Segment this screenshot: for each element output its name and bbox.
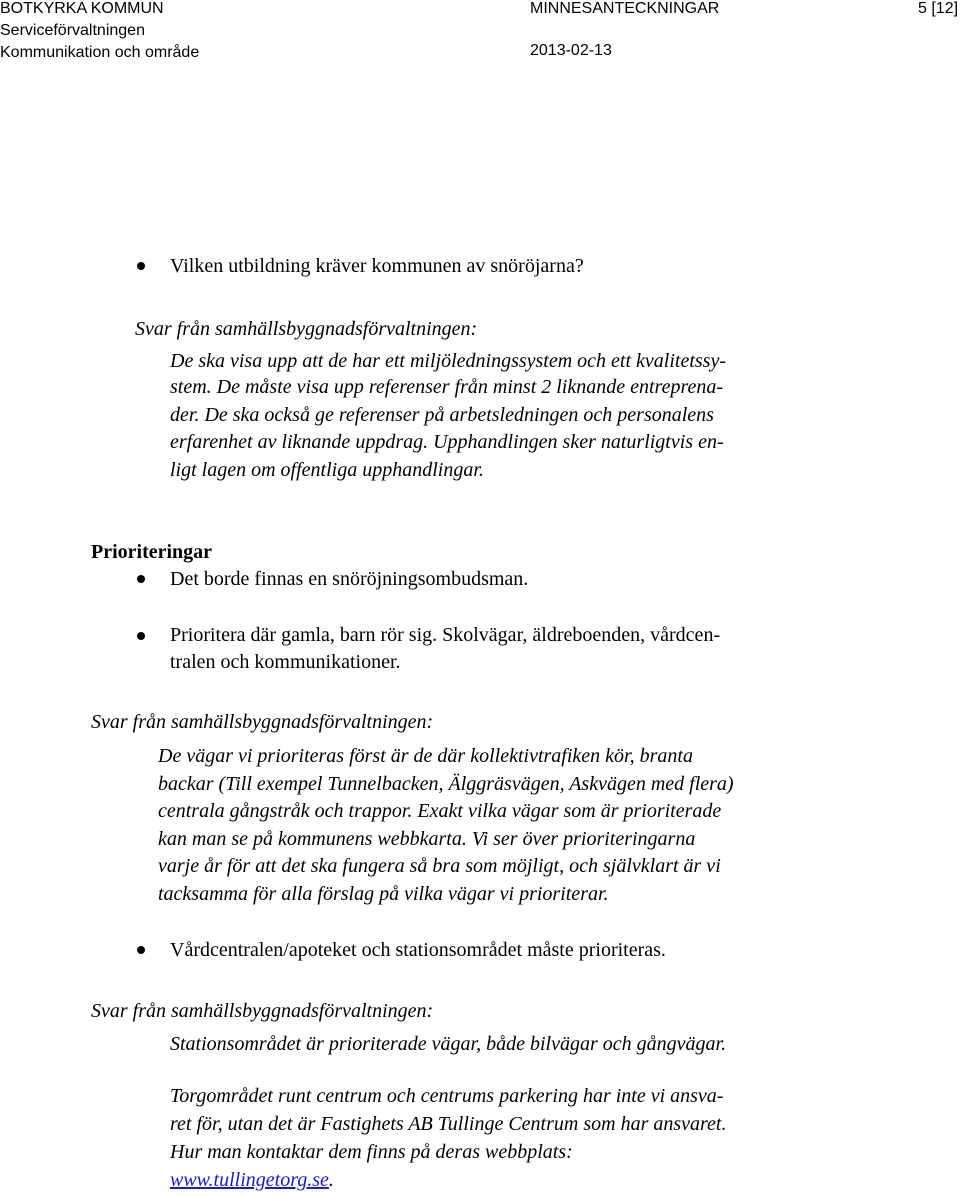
answer-line: De ska visa upp att de har ett miljöledningssystem och ett kvalitetssy- xyxy=(170,350,726,372)
list-item: Det borde finnas en snöröjningsombudsman. xyxy=(170,568,529,590)
answer-line: centrala gångstråk och trappor. Exakt vilka vägar som är prioriterade xyxy=(158,800,722,822)
webbplats-link[interactable]: www.tullingetorg.se xyxy=(170,1169,329,1191)
answer-line: ligt lagen om offentliga upphandlingar. xyxy=(170,459,484,481)
answer-line: ret för, utan det är Fastighets AB Tullinge Centrum som har ansvaret. xyxy=(170,1113,727,1135)
list-item: Prioritera där gamla, barn rör sig. Skolvägar, äldreboenden, vårdcen- xyxy=(170,624,721,646)
answer-line: der. De ska också ge referenser på arbetsledningen och personalens xyxy=(170,404,714,426)
answer-line: kan man se på kommunens webbkarta. Vi ser över prioriteringarna xyxy=(158,828,696,850)
header-dept: Serviceförvaltningen xyxy=(0,22,145,39)
answer-line: backar (Till exempel Tunnelbacken, Älggräsvägen, Askvägen med flera) xyxy=(158,773,734,795)
list-item: tralen och kommunikationer. xyxy=(170,651,401,673)
bullet-icon xyxy=(137,946,145,954)
answer-line: erfarenhet av liknande uppdrag. Upphandlingen sker naturligtvis en- xyxy=(170,431,724,453)
link-suffix: . xyxy=(328,1169,334,1191)
header-date: 2013-02-13 xyxy=(530,42,612,59)
list-item: Vårdcentralen/apoteket och stationsområdet måste prioriteras. xyxy=(170,939,666,961)
answer-label: Svar från samhällsbyggnadsförvaltningen: xyxy=(135,318,478,340)
answer-line: tacksamma för alla förslag på vilka vägar vi prioriterar. xyxy=(158,883,609,905)
header-doc-type: MINNESANTECKNINGAR xyxy=(530,0,720,17)
header-unit: Kommunikation och område xyxy=(0,44,200,61)
bullet-icon xyxy=(137,262,145,270)
link-line xyxy=(170,1167,334,1193)
answer-label: Svar från samhällsbyggnadsförvaltningen: xyxy=(91,1000,434,1022)
answer-line: varje år för att det ska fungera så bra som möjligt, och självklart är vi xyxy=(158,855,721,877)
section-heading: Prioriteringar xyxy=(91,541,213,563)
header-org: BOTKYRKA KOMMUN xyxy=(0,0,164,17)
bullet-icon xyxy=(137,575,145,583)
answer-label: Svar från samhällsbyggnadsförvaltningen: xyxy=(91,711,434,733)
answer-line: stem. De måste visa upp referenser från minst 2 liknande entreprena- xyxy=(170,376,724,398)
answer-line: Hur man kontaktar dem finns på deras webbplats: xyxy=(170,1141,573,1163)
bullet-icon xyxy=(137,632,145,640)
question-education: Vilken utbildning kräver kommunen av snöröjarna? xyxy=(170,255,584,277)
answer-line: Stationsområdet är prioriterade vägar, både bilvägar och gångvägar. xyxy=(170,1033,727,1055)
answer-line: Torgområdet runt centrum och centrums parkering har inte vi ansva- xyxy=(170,1085,724,1107)
header-page-number: 5 [12] xyxy=(918,0,959,17)
answer-line: De vägar vi prioriteras först är de där kollektivtrafiken kör, branta xyxy=(158,745,693,767)
